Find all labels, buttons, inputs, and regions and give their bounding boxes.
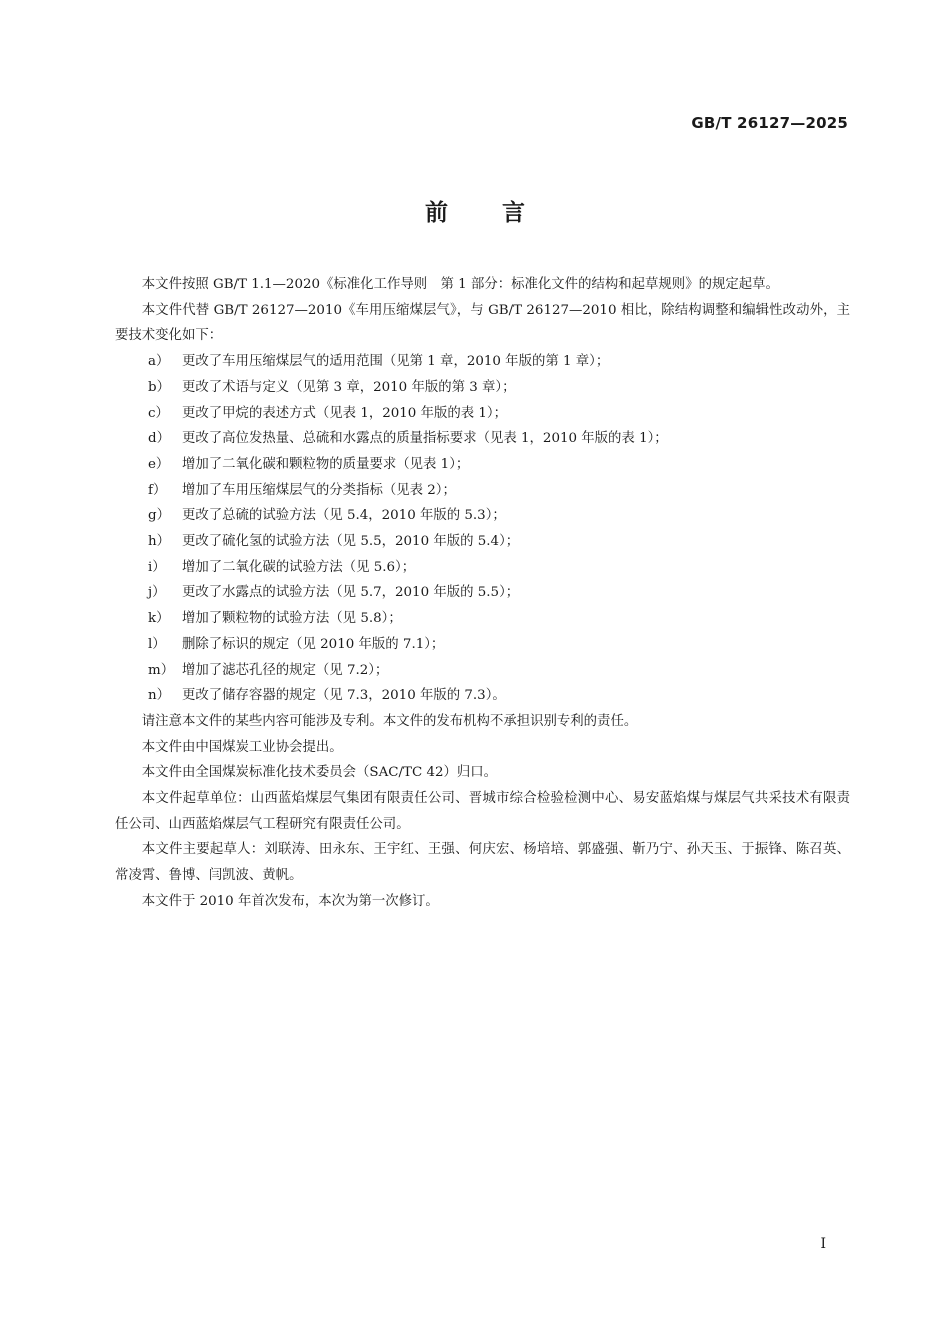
list-item [115,632,850,658]
list-marker: c） [148,405,169,421]
list-marker: g） [148,508,170,524]
list-text: 更改了硫化氢的试验方法（见 5.5，2010 年版的 5.4）； [182,534,520,550]
list-item [115,503,850,529]
list-marker: h） [148,534,171,550]
intro-paragraph-2: 本文件代替 GB/T 26127—2010《车用压缩煤层气》，与 GB/T 26127—2010 相比，除结构调整和编辑性改动外，主要技术变化如下： [115,302,850,344]
list-item [115,658,850,684]
list-text: 删除了标识的规定（见 2010 年版的 7.1）； [182,636,445,652]
list-item [115,426,850,452]
list-item [115,606,850,632]
list-text: 增加了颗粒物的试验方法（见 5.8）； [182,611,402,627]
list-marker: d） [148,431,170,447]
list-item [115,478,850,504]
list-marker: n） [148,688,171,704]
list-item [115,401,850,427]
list-text: 增加了二氧化碳的试验方法（见 5.6）； [182,559,416,575]
list-marker: a） [148,354,170,370]
list-marker: k） [148,611,170,627]
list-item [115,683,850,709]
list-item [115,375,850,401]
list-text: 增加了滤芯孔径的规定（见 7.2）； [182,662,389,678]
list-marker: e） [148,456,170,472]
list-item [115,555,850,581]
committee-paragraph: 本文件由全国煤炭标准化技术委员会（SAC/TC 42）归口。 [141,765,498,781]
drafters-paragraph: 本文件主要起草人：刘联涛、田永东、王宇红、王强、何庆宏、杨培培、郭盛强、靳乃宁、孙天玉、于振锋、陈召英、常凌霄、鲁博、闫凯波、黄帆。 [115,842,850,884]
list-text: 更改了术语与定义（见第 3 章，2010 年版的第 3 章）； [182,379,516,395]
page-title-char-1: 前 [425,200,448,226]
list-text: 更改了车用压缩煤层气的适用范围（见第 1 章，2010 年版的第 1 章）； [182,354,610,370]
page-title-char-2: 言 [502,200,525,226]
list-item [115,452,850,478]
page-title [0,194,950,227]
list-marker: j） [148,585,166,601]
list-item [115,349,850,375]
list-marker: f） [148,482,167,498]
list-text: 更改了储存容器的规定（见 7.3，2010 年版的 7.3）。 [182,688,506,704]
history-paragraph: 本文件于 2010 年首次发布，本次为第一次修订。 [141,893,439,909]
list-marker: l） [148,636,166,652]
list-item [115,529,850,555]
list-text: 增加了二氧化碳和颗粒物的质量要求（见表 1）； [182,456,470,472]
list-text: 更改了高位发热量、总硫和水露点的质量指标要求（见表 1，2010 年版的表 1）； [182,431,668,447]
foreword-body [115,272,850,915]
list-item [115,580,850,606]
list-text: 增加了车用压缩煤层气的分类指标（见表 2）； [182,482,456,498]
list-marker: b） [148,379,170,395]
list-text: 更改了水露点的试验方法（见 5.7，2010 年版的 5.5）； [182,585,520,601]
patent-notice: 请注意本文件的某些内容可能涉及专利。本文件的发布机构不承担识别专利的责任。 [141,713,638,729]
list-marker: m） [148,662,175,678]
changes-list [115,349,850,709]
standard-code: GB/T 26127—2025 [691,114,848,132]
intro-paragraph-1: 本文件按照 GB/T 1.1—2020《标准化工作导则 第 1 部分：标准化文件的结构和起草规则》的规定起草。 [141,277,779,292]
list-text: 更改了总硫的试验方法（见 5.4，2010 年版的 5.3）； [182,508,506,524]
proposer-paragraph: 本文件由中国煤炭工业协会提出。 [141,739,343,755]
page-number: I [820,1236,826,1252]
list-marker: i） [148,559,166,575]
list-text: 更改了甲烷的表述方式（见表 1，2010 年版的表 1）； [182,405,507,421]
drafting-units-paragraph: 本文件起草单位：山西蓝焰煤层气集团有限责任公司、晋城市综合检验检测中心、易安蓝焰煤与煤层气共采技术有限责任公司、山西蓝焰煤层气工程研究有限责任公司。 [115,791,850,832]
